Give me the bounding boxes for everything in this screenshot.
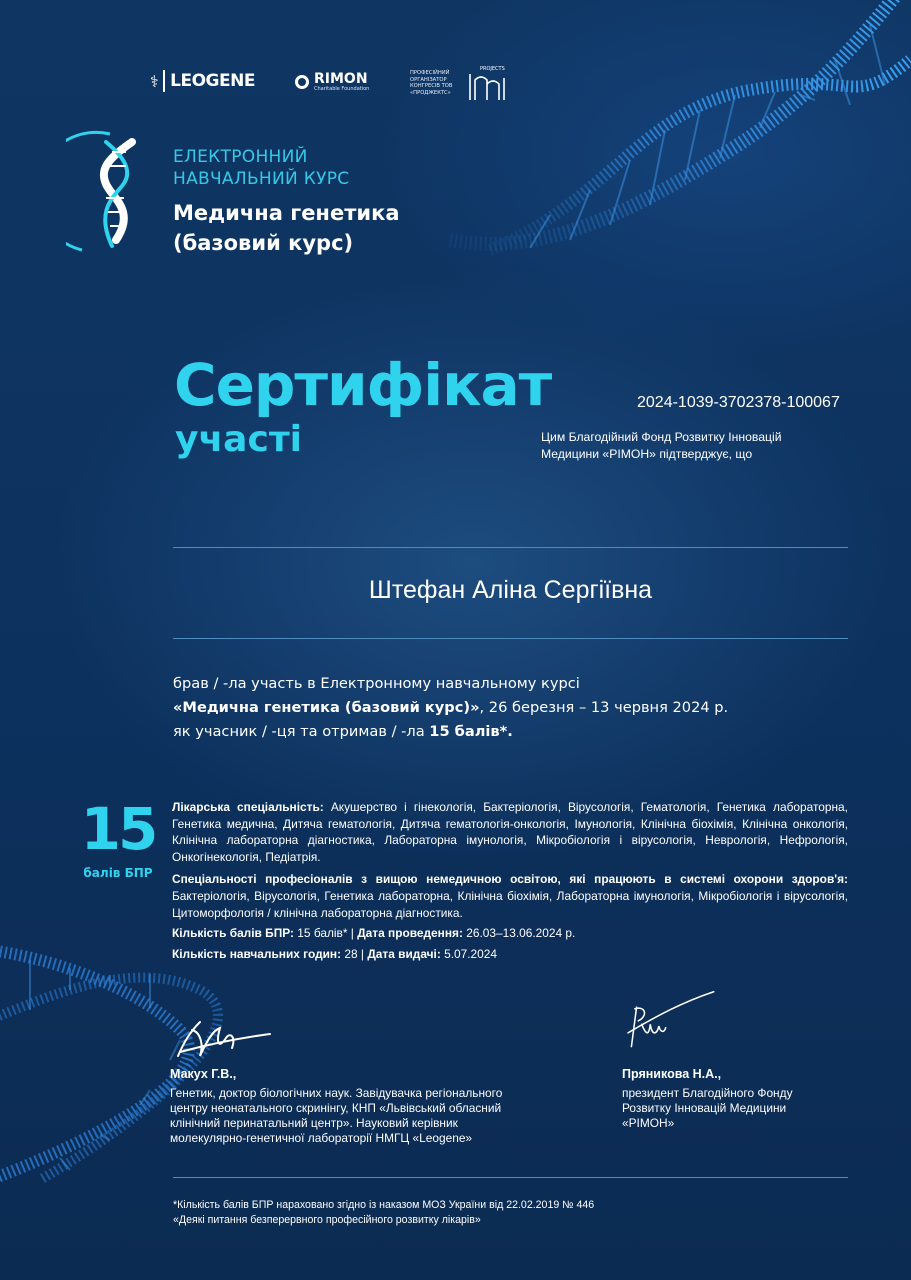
specialties-text: Акушерство і гінекологія, Бактеріологія, Вірусологія, Гематологія, Генетика лабораторна, Генетика медична, Дитяча гематологія, Дитяча гематологія-онкологія, Імунологія, Клінічна біохімія, Клінічна онкологія, Клінічна лабораторна діагностика, Лабораторна імунологія, Мікробіологія і вірусологія, Неврологія, Нефрологія, Онкогінекологія, Педіатрія.	[172, 800, 848, 864]
statement-line3	[173, 720, 863, 744]
divider-bottom	[173, 638, 848, 639]
points-label: балів БПР	[83, 866, 153, 880]
course-name	[173, 198, 400, 258]
course-kicker-line2: НАВЧАЛЬНИЙ КУРС	[173, 169, 350, 189]
certificate-title: Сертифікат	[174, 351, 552, 419]
dna-helix-bottom-icon	[0, 930, 230, 1190]
projects-logo-text: PROJECTS	[480, 66, 505, 72]
certificate-number: 2024-1039-3702378-100067	[637, 394, 840, 411]
signature-left-icon	[170, 1008, 280, 1068]
signature-right-description	[622, 1086, 882, 1131]
course-dna-emblem-icon	[66, 130, 160, 256]
statement-line3-text: як учасник / -ця та отримав / -ла	[173, 723, 430, 740]
hours-meta-label: Кількість навчальних годин:	[172, 946, 342, 961]
projects-logo	[466, 64, 510, 104]
statement-points: 15 балів*.	[429, 723, 513, 740]
confirmation-text	[541, 429, 861, 463]
signature-left-desc-line3: клінічний перинатальний центр». Науковий керівник	[170, 1116, 458, 1130]
course-name-line2: (базовий курс)	[173, 231, 354, 255]
course-name-line1: Медична генетика	[173, 201, 400, 225]
nonmed-text: Бактеріологія, Вірусологія, Генетика лабораторна, Клінічна біохімія, Лабораторна імунологія, Мікробіологія і вірусологія, Цитоморфологія / клінічна лабораторна діагностика.	[172, 888, 848, 920]
certificate-subtitle: участі	[175, 419, 303, 460]
date-meta-value: 26.03–13.06.2024 р.	[462, 926, 576, 941]
rimon-logo	[295, 72, 369, 92]
participation-statement	[173, 672, 863, 744]
leogene-logo-text: LEOGENE	[170, 71, 255, 91]
signature-left-desc-line1: Генетик, доктор біологічних наук. Завідувачка регіонального	[170, 1086, 503, 1100]
footnote-line2: «Деякі питання безперервного професійного розвитку лікарів»	[173, 1214, 481, 1226]
leogene-logo	[150, 70, 255, 92]
signature-right-name: Пряникова Н.А.,	[622, 1067, 722, 1081]
course-kicker-line1: ЕЛЕКТРОННИЙ	[173, 147, 308, 167]
meta-separator: |	[350, 926, 358, 941]
footnote	[173, 1198, 853, 1228]
details-block	[172, 799, 848, 962]
meta-separator: |	[360, 946, 368, 961]
rimon-logo-subtext: Charitable Foundation	[314, 86, 370, 92]
nonmed-label: Спеціальності професіоналів з вищою немедичною освітою, які працюють в системі охорони здоров'я:	[172, 872, 848, 887]
signature-left-desc-line4: молекулярно-генетичної лабораторії НМГЦ «Leogene»	[170, 1131, 473, 1145]
footnote-line1: *Кількість балів БПР нараховано згідно із наказом МОЗ України від 22.02.2019 № 446	[173, 1199, 595, 1211]
signature-left-desc-line2: центру неонатального скринінгу, КНП «Львівський обласний	[170, 1101, 502, 1115]
statement-line1: брав / -ла участь в Електронному навчальному курсі	[173, 675, 580, 692]
issue-meta-label: Дата видачі:	[367, 946, 441, 961]
nonmed-paragraph	[172, 871, 848, 921]
statement-course: «Медична генетика (базовий курс)»	[173, 699, 480, 716]
dna-helix-top-icon	[430, 0, 911, 280]
signature-right-desc-line1: президент Благодійного Фонду	[622, 1086, 793, 1100]
statement-dates: , 26 березня – 13 червня 2024 р.	[479, 699, 729, 716]
prof-organizer-text: ПРОФЕСІЙНИЙ ОРГАНІЗАТОР КОНГРЕСІВ ТОВ «ПРОДЖЕКТС»	[410, 70, 453, 96]
divider-footer	[173, 1177, 848, 1178]
confirmation-line2: Медицини «РІМОН» підтверджує, що	[541, 447, 753, 461]
issue-meta-value: 5.07.2024	[440, 946, 498, 961]
date-meta-label: Дата проведення:	[357, 926, 463, 941]
signature-right-desc-line3: «РІМОН»	[622, 1116, 675, 1130]
logo-divider	[163, 70, 165, 92]
signature-right-icon	[615, 990, 725, 1050]
rimon-logo-text: RIMON	[314, 71, 368, 87]
divider-top	[173, 547, 848, 548]
signature-left-name: Макух Г.В.,	[170, 1067, 237, 1081]
course-kicker	[173, 146, 349, 190]
specialties-paragraph	[172, 799, 848, 865]
leogene-caduceus-icon: ⚕	[150, 71, 159, 91]
points-meta-label: Кількість балів БПР:	[172, 926, 294, 941]
meta-line1	[172, 925, 848, 942]
confirmation-line1: Цим Благодійний Фонд Розвитку Інновацій	[541, 430, 782, 444]
rimon-ring-icon	[295, 75, 309, 89]
meta-line2	[172, 946, 848, 963]
signature-right-desc-line2: Розвитку Інновацій Медицини	[622, 1101, 787, 1115]
points-meta-value: 15 балів*	[293, 926, 351, 941]
specialties-label: Лікарська спеціальність:	[172, 800, 324, 814]
points-value: 15	[80, 795, 156, 863]
signature-left-description	[170, 1086, 600, 1146]
statement-line2	[173, 696, 863, 720]
hours-meta-value: 28	[341, 946, 361, 961]
recipient-name: Штефан Аліна Сергіївна	[368, 576, 653, 604]
